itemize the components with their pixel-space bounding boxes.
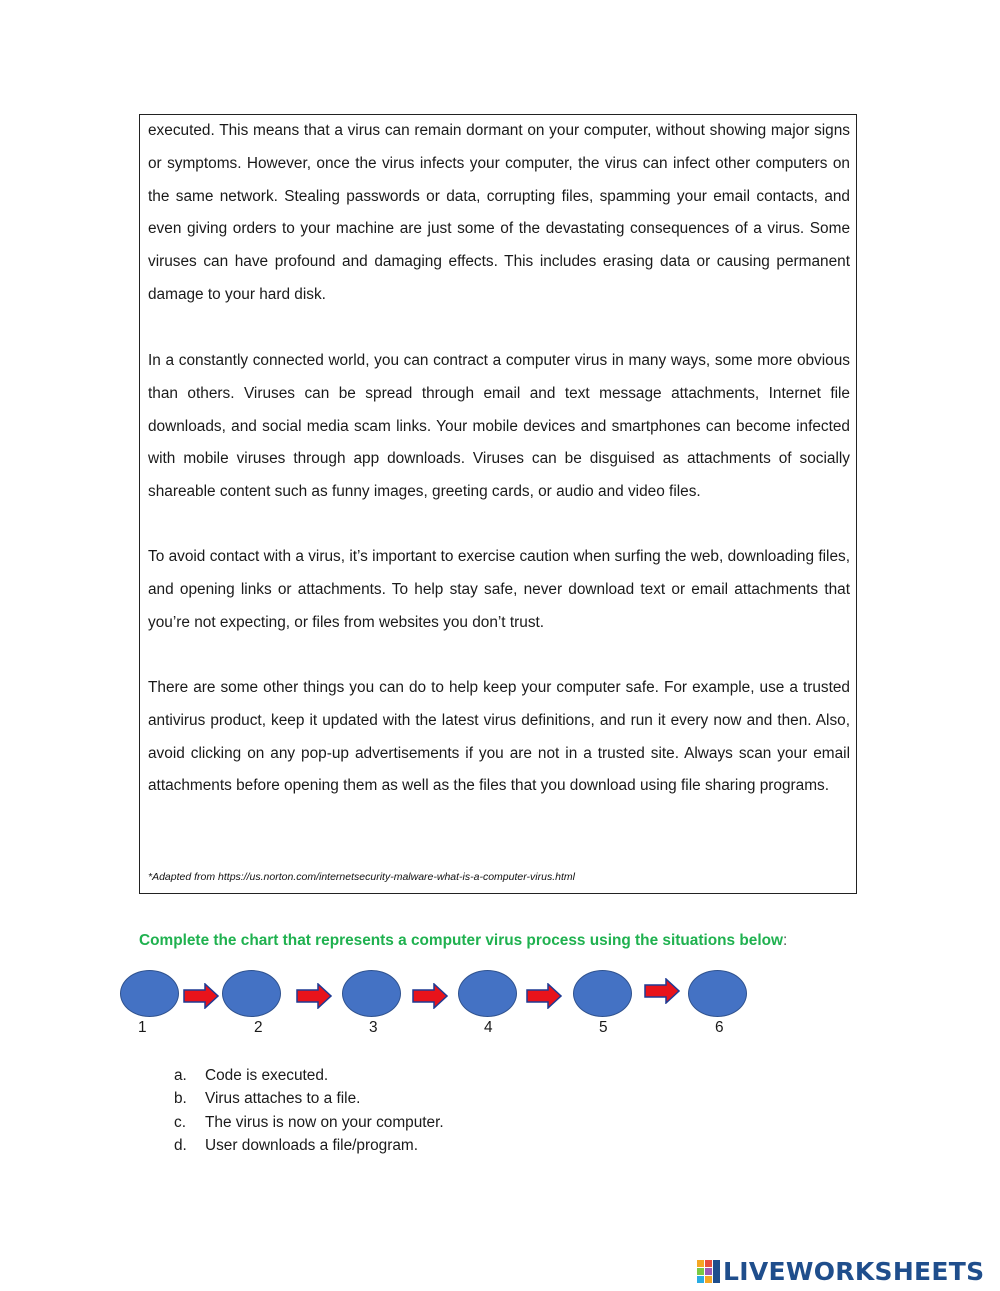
option-item bbox=[174, 1111, 444, 1134]
right-arrow-icon bbox=[183, 983, 219, 1009]
article-paragraph-1: executed. This means that a virus can remain dormant on your computer, without showing major signs or symptoms. However, once the virus infects your computer, the virus can infect other computers on the same network. Stealing passwords or data, corrupting files, spamming your email contacts, and even giving orders to your machine are just some of the devastating consequences of a virus. Some viruses can have profound and damaging effects. This includes erasing data or causing permanent damage to your hard disk. bbox=[148, 122, 850, 303]
source-citation: *Adapted from https://us.norton.com/internetsecurity-malware-what-is-a-computer-virus.html bbox=[148, 871, 575, 883]
option-letter: c. bbox=[174, 1113, 186, 1131]
exercise-instruction bbox=[139, 932, 787, 950]
brand-name: LIVEWORKSHEETS bbox=[723, 1257, 985, 1286]
option-text: Code is executed. bbox=[205, 1067, 329, 1084]
process-step-2-circle[interactable] bbox=[222, 970, 281, 1017]
option-text: The virus is now on your computer. bbox=[205, 1113, 444, 1131]
process-step-3-circle[interactable] bbox=[342, 970, 401, 1017]
step-number-3: 3 bbox=[369, 1019, 378, 1036]
article-text-box bbox=[139, 114, 857, 894]
option-letter: b. bbox=[174, 1090, 187, 1108]
right-arrow-icon bbox=[644, 978, 680, 1004]
process-step-5-circle[interactable] bbox=[573, 970, 632, 1017]
step-number-2: 2 bbox=[254, 1019, 263, 1036]
option-text: Virus attaches to a file. bbox=[205, 1090, 361, 1108]
situation-options-list bbox=[174, 1064, 444, 1157]
article-paragraph-2: In a constantly connected world, you can contract a computer virus in many ways, some more obvious than others. Viruses can be spread through email and text message attachments, Internet file downloads, and social media scam links. Your mobile devices and smartphones can become infected with mobile viruses through app downloads. Viruses can be disguised as attachments of socially shareable content such as funny images, greeting cards, or audio and video files. bbox=[148, 352, 850, 501]
liveworksheets-logo bbox=[697, 1257, 984, 1286]
option-letter: a. bbox=[174, 1067, 187, 1084]
right-arrow-icon bbox=[296, 983, 332, 1009]
step-number-5: 5 bbox=[599, 1019, 608, 1036]
instruction-text: Complete the chart that represents a computer virus process using the situations below bbox=[139, 932, 783, 949]
step-number-4: 4 bbox=[484, 1019, 493, 1036]
instruction-colon: : bbox=[783, 932, 788, 949]
option-letter: d. bbox=[174, 1136, 187, 1154]
process-step-6-circle[interactable] bbox=[688, 970, 747, 1017]
article-paragraph-3: To avoid contact with a virus, it’s important to exercise caution when surfing the web, downloading files, and opening links or attachments. To help stay safe, never download text or email attachments that you’re not expecting, or files from websites you don’t trust. bbox=[148, 548, 850, 631]
option-text: User downloads a file/program. bbox=[205, 1136, 419, 1154]
option-item bbox=[174, 1087, 444, 1110]
process-step-4-circle[interactable] bbox=[458, 970, 517, 1017]
right-arrow-icon bbox=[412, 983, 448, 1009]
process-step-1-circle[interactable] bbox=[120, 970, 179, 1017]
step-number-6: 6 bbox=[715, 1019, 724, 1036]
article-paragraph-4: There are some other things you can do to help keep your computer safe. For example, use a trusted antivirus product, keep it updated with the latest virus definitions, and run it every now and then. Also, avoid clicking on any pop-up advertisements if you are not in a trusted site. Always scan your email attachments before opening them as well as the files that you download using file sharing programs. bbox=[148, 679, 850, 795]
right-arrow-icon bbox=[526, 983, 562, 1009]
liveworksheets-logo-icon bbox=[697, 1260, 721, 1284]
option-item bbox=[174, 1064, 444, 1087]
step-number-1: 1 bbox=[138, 1019, 147, 1036]
option-item bbox=[174, 1134, 444, 1157]
